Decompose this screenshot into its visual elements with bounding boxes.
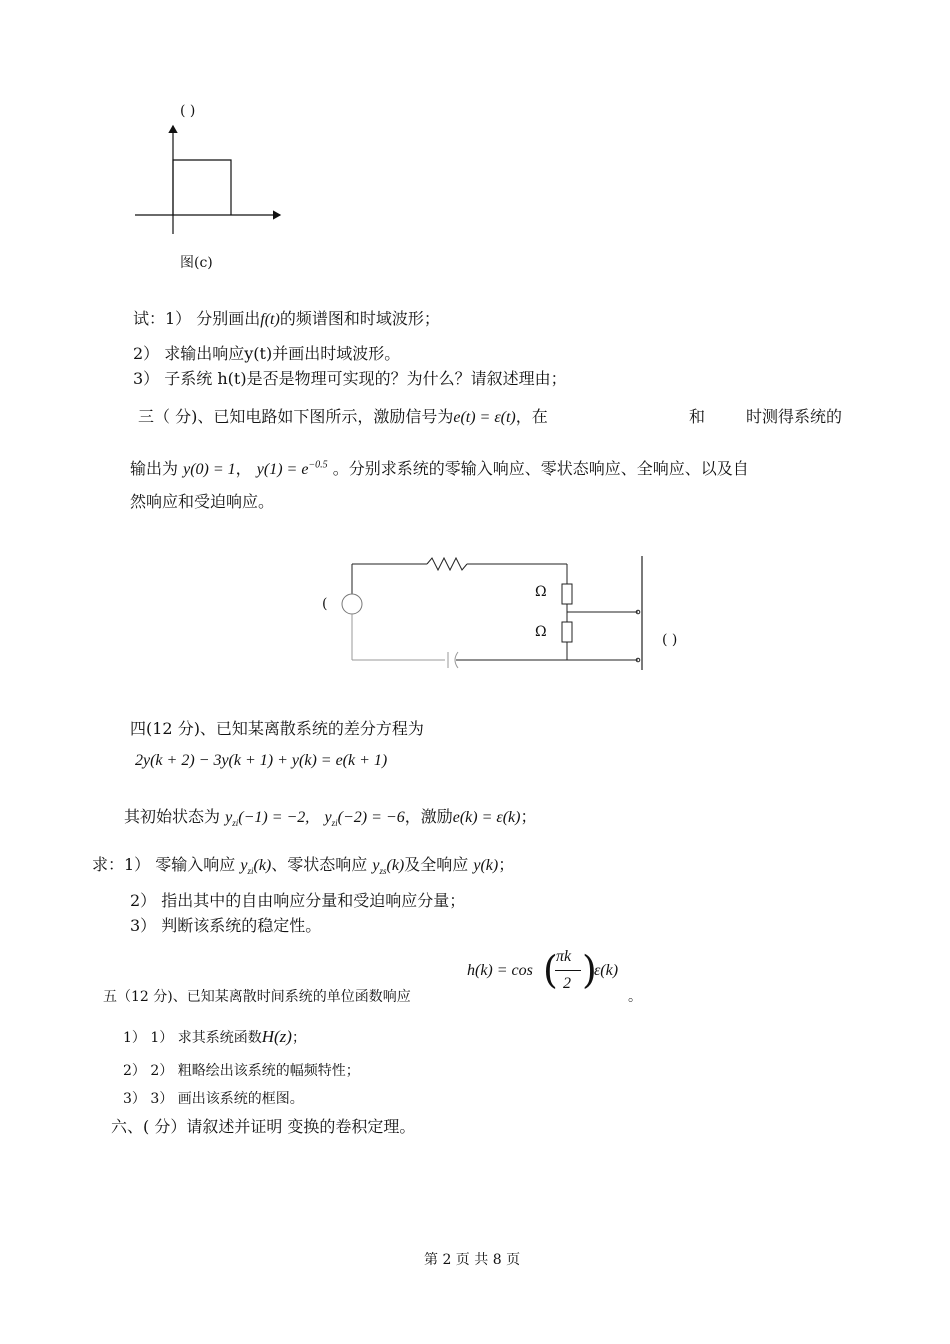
q3-line1: 三（ 分)、已知电路如下图所示，激励信号为e(t) = ε(t)，在 bbox=[138, 407, 548, 426]
figure-c-plot bbox=[130, 120, 290, 250]
q4-title: 四(12 分)、已知某离散系统的差分方程为 bbox=[130, 719, 424, 738]
q3-circuit bbox=[320, 552, 660, 672]
series-resistor bbox=[427, 558, 467, 570]
q3-and: 和 bbox=[689, 407, 706, 426]
q4-equation: 2y(k + 2) − 3y(k + 1) + y(k) = e(k + 1) bbox=[135, 752, 388, 769]
q4-item3: 3） 判断该系统的稳定性。 bbox=[130, 916, 322, 935]
q5-left-paren: ( bbox=[543, 948, 558, 992]
q5-right-paren: ) bbox=[582, 948, 597, 992]
q2-item1-math: f(t) bbox=[260, 311, 280, 328]
q5-item2: 2） 2） 粗略绘出该系统的幅频特性； bbox=[123, 1063, 360, 1079]
voltage-source bbox=[342, 594, 362, 614]
resistor-r1 bbox=[562, 584, 572, 604]
q4-item2: 2） 指出其中的自由响应分量和受迫响应分量； bbox=[130, 891, 466, 910]
q3-line1-suffix: 时测得系统的 bbox=[746, 407, 843, 426]
figure-c-y-label: ( ) bbox=[180, 103, 196, 119]
q5-period: 。 bbox=[628, 989, 642, 1005]
q4-ask-line: 求：1） 零输入响应 $y_{zi}(k)$、零状态响应 $y_{zs}(k)$及全响应 y(k)； bbox=[92, 855, 515, 877]
q5-title: 五（12 分)、已知某离散时间系统的单位函数响应 bbox=[103, 989, 411, 1005]
circuit-r1-unit: Ω bbox=[535, 584, 547, 600]
q5-frac-bar bbox=[555, 970, 581, 971]
q5-frac-den: 2 bbox=[563, 975, 571, 992]
q6-text: 六、( 分）请叙述并证明 变换的卷积定理。 bbox=[111, 1117, 416, 1136]
q4-initial-state: 其初始状态为 $y_{zi}(-1) = -2$, $y_{zi}(-2) = -6$，激励e(k) = ε(k)； bbox=[124, 807, 537, 829]
figure-c-caption: 图(c) bbox=[180, 255, 213, 271]
q3-line2: 输出为 y(0) = 1， $y(1) = e^{-0.5}$ 。分别求系统的零输入响应、零状态响应、全响应、以及自 bbox=[130, 459, 749, 478]
q5-item3: 3） 3） 画出该系统的框图。 bbox=[123, 1091, 304, 1107]
page-footer: 第 2 页 共 8 页 bbox=[424, 1252, 521, 1268]
circuit-output-label: ( ) bbox=[662, 632, 678, 648]
q5-item1: 1） 1） 求其系统函数H(z)； bbox=[123, 1027, 306, 1046]
q5-h-lhs: h(k) = cos bbox=[467, 962, 533, 979]
q2-item1: 试：1） 分别画出f(t)的频谱图和时域波形； bbox=[133, 309, 440, 328]
q5-frac-num: πk bbox=[556, 948, 572, 965]
resistor-r2 bbox=[562, 622, 572, 642]
figure-c-rect-pulse bbox=[173, 160, 231, 215]
q2-item2: 2） 求输出响应y(t)并画出时域波形。 bbox=[133, 344, 401, 363]
q5-h-rhs: ε(k) bbox=[594, 962, 619, 979]
q3-line3: 然响应和受迫响应。 bbox=[130, 492, 275, 511]
circuit-source-label: ( bbox=[322, 596, 328, 612]
q2-item3: 3） 子系统 h(t)是否是物理可实现的？为什么？请叙述理由； bbox=[133, 369, 567, 388]
circuit-r2-unit: Ω bbox=[535, 624, 547, 640]
